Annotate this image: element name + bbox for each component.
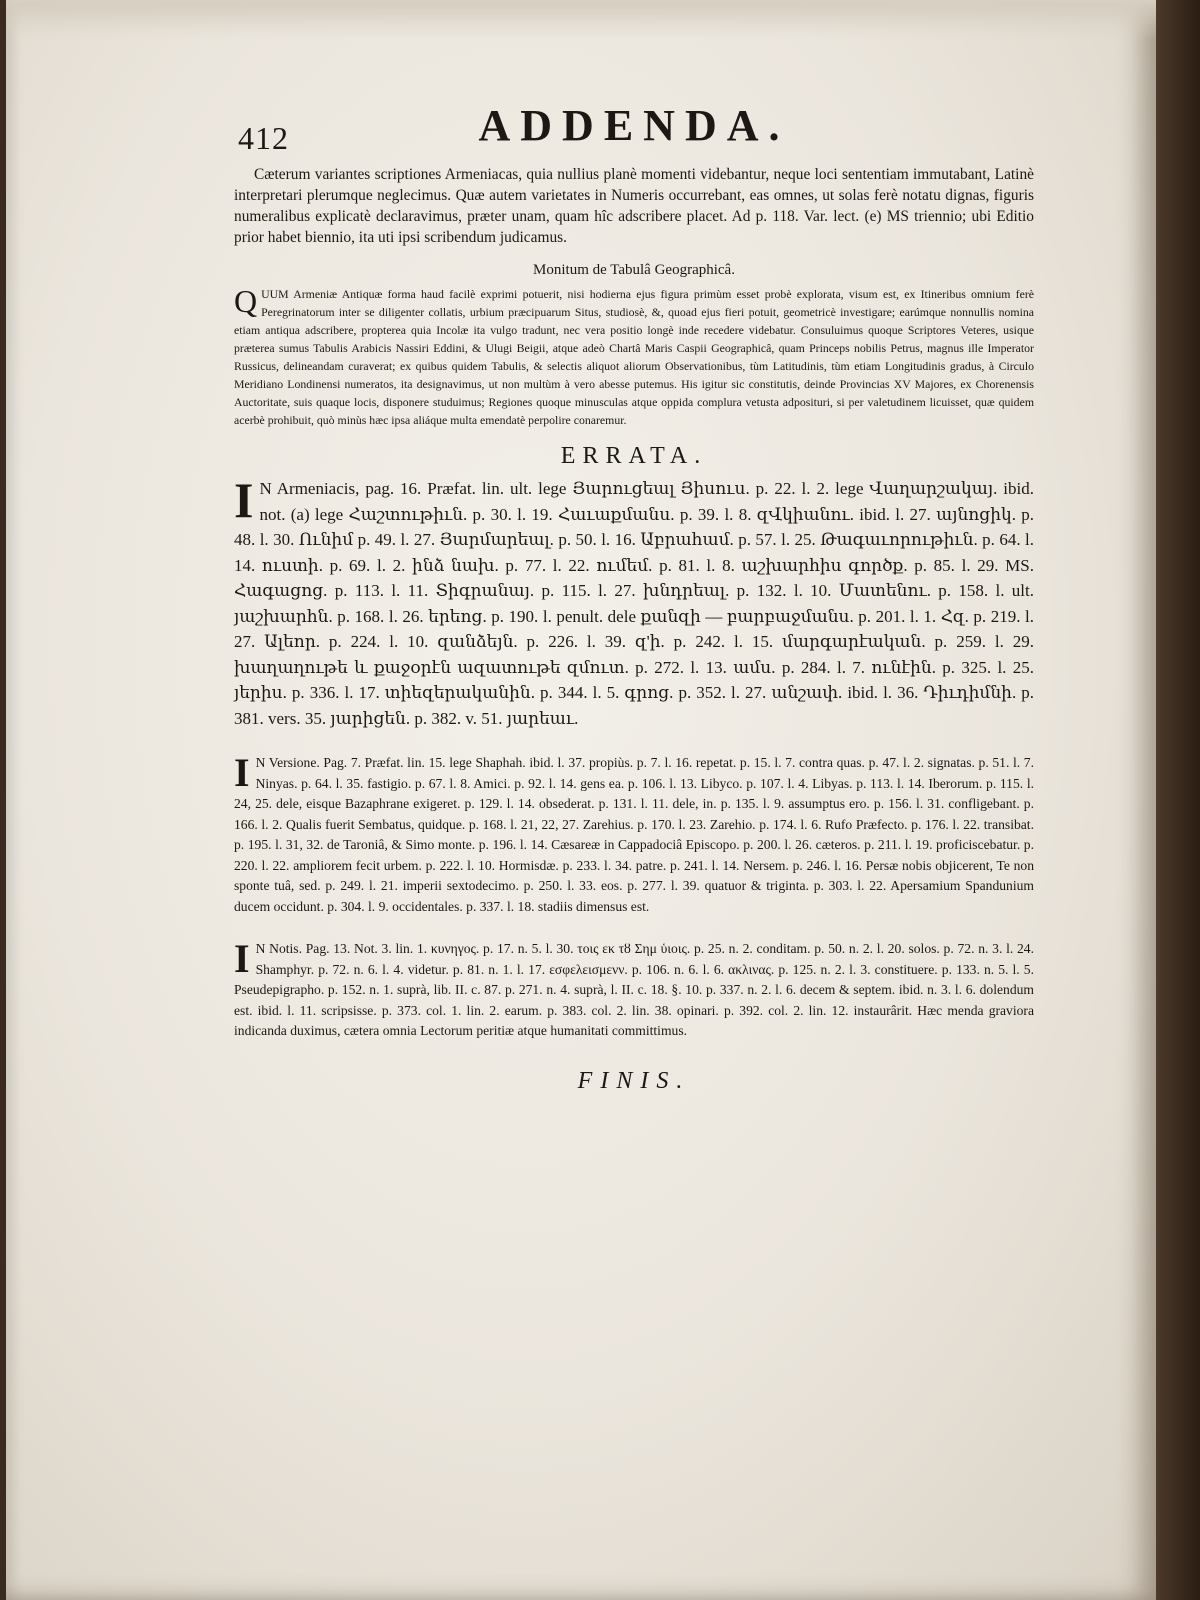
errata-versione [234,750,1034,917]
intro-paragraph: Cæterum variantes scriptiones Armeniacas, quia nullius planè momenti videbantur, neque loci sententiam immutabant, Latinè interpretari plerumque neglecimus. Quæ autem varietates in Numeris occurrebant, eas omnes, ut solas ferè notatu dignas, figuris numeralibus explicatè declaravimus, præter unam, quam hîc adscribere placet. Ad p. 118. Var. lect. (e) MS triennio; ubi Editio prior habet biennio, ita uti ipsi scribendum judicamus. [234,166,1034,246]
errata-armeniacis-initial: I [234,472,254,528]
monitum-text: UUM Armeniæ Antiquæ forma haud facilè exprimi potuerit, nisi hodierna ejus figura primùm esset probè explorata, visum est, ex Itineribus omnium ferè Peregrinatorum inter se diligenter collatis, urbium præcipuarum Situs, studiosè, &, quoad ejus fieri potuit, geometricè investigare; earúmque nonnullis nomina etiam antiqua adscribere, propterea quia Incolæ ita vulgo tradunt, nec vera positio longè inde recedere videbatur. Consuluimus quoque Scriptores Veteres, usique præterea sumus Tabulis Arabicis Nassiri Eddini, & Ulugi Beigii, atque adeò Chartâ Maris Caspii Geographicâ, quam Princeps nobilis Petrus, magnus ille Imperator Russicus, delineandam curaverat; ex quibus quidem Tabulis, & selectis aliquot aliorum Observationibus, tùm Latitudinis, tùm etiam Longitudinis gradus, à Circulo Meridiano Londinensi numeratos, ita designavimus, ut non multùm à vero abesse putemus. His igitur sic constitutis, deinde Provincias XV Majores, ex Chorenensis Auctoritate, suis quaque locis, disponere studuimus; Regiones quoque minusculas atque oppida complura vetusta adposituri, si per valetudinem licuisset, quæ quidem acerbè prohibuit, quò minùs hæc ipsa aliáque multa emendatè perpolire conaremur. [234,287,1034,427]
errata-notis-text: N Notis. Pag. 13. Not. 3. lin. 1. κυνηγος. p. 17. n. 5. l. 30. τοις εκ τȣ Σημ ὑιοις. p. 25. n. 2. conditam. p. 50. n. 2. l. 20. solos. p. 72. n. 3. l. 24. Shamphyr. p. 72. n. 6. l. 4. videtur. p. 81. n. 1. l. 17. εσφελεισμενν. p. 106. n. 6. l. 6. ακλινας. p. 125. n. 2. l. 3. constituere. p. 133. n. 5. l. 5. Pseudepigrapho. p. 152. n. 1. suprà, lib. II. c. 87. p. 271. n. 4. suprà, l. II. c. 18. §. 10. p. 337. n. 2. l. 6. decem & septem. ibid. n. 3. l. 6. dolendum est. ibid. l. 11. scripsisse. p. 373. col. 1. lin. 2. earum. p. 383. col. 2. lin. 38. opinari. p. 392. col. 2. lin. 12. instaurârit. Hæc menda graviora indicanda duximus, cætera omnia Lectorum peritiæ atque humanitati committimus. [234,941,1034,1038]
book-page [6,0,1156,1600]
errata-versione-initial: I [234,750,250,795]
errata-notis [234,936,1034,1042]
page-top-edge [6,0,1156,40]
page-number: 412 [238,120,289,156]
page-content [234,100,1034,1095]
monitum-title: Monitum de Tabulâ Geographicâ. [533,262,735,278]
page-header [234,100,1034,160]
errata-armeniacis-text: N Armeniacis, pag. 16. Præfat. lin. ult. lege Յարուցեալ Յիսուս. p. 22. l. 2. lege Վաղարշակայ. ibid. not. (a) lege Հաշտութիւն. p. 30. l. 19. Հաւաքմանս. p. 39. l. 8. զՎկիանու. ibid. l. 27. այնոցիկ. p. 48. l. 30. Ունիմ p. 49. l. 27. Յարմարեալ. p. 50. l. 16. Աբրահամ. p. 57. l. 25. Թագաւորութիւն. p. 64. l. 14. ուստի. p. 69. l. 2. ինձ նախ. p. 77. l. 22. ումեմ. p. 81. l. 8. աշխարհիս գործք. p. 85. l. 29. MS. Հագացոց. p. 113. l. 11. Տիգրանայ. p. 115. l. 27. խնդրեալ. p. 132. l. 10. Մատենու. p. 158. l. ult. յաշխարհն. p. 168. l. 26. երեոց. p. 190. l. penult. dele քանզի — բարբաջմանս. p. 201. l. 1. Հզ. p. 219. l. 27. Ալեոր. p. 224. l. 10. զանձեյն. p. 226. l. 39. զ'ի. p. 242. l. 15. մարգարէական. p. 259. l. 29. խաղաղութե և քաջօրէն ազատութե զմուտ. p. 272. l. 13. ամս. p. 284. l. 7. ունէին. p. 325. l. 25. յերիս. p. 336. l. 17. տիեզերականին. p. 344. l. 5. գրոց. p. 352. l. 27. անշափ. ibid. l. 36. Դիւդիմնի. p. 381. vers. 35. յարիցեն. p. 382. v. 51. յարեաւ. [234,479,1035,728]
errata-armeniacis [234,472,1035,731]
errata-versione-text: N Versione. Pag. 7. Præfat. lin. 15. lege Shaphah. ibid. l. 37. propiùs. p. 7. l. 16. repetat. p. 15. l. 7. contra quas. p. 47. l. 2. signatas. p. 51. l. 7. Ninyas. p. 64. l. 35. fastigio. p. 67. l. 8. Amici. p. 92. l. 14. gens ea. p. 106. l. 13. Libyco. p. 107. l. 4. Libyas. p. 113. l. 14. Iberorum. p. 115. l. 24, 25. dele, eisque Bazaphrane exigeret. p. 129. l. 14. obsederat. p. 131. l. 11. dele, in. p. 135. l. 9. assumptus ero. p. 156. l. 31. confligebant. p. 166. l. 2. Qualis fuerit Sembatus, quidque. p. 168. l. 21, 22, 27. Zarehius. p. 170. l. 23. Zarehio. p. 174. l. 6. Rufo Præfecto. p. 176. l. 22. transibat. p. 195. l. 31, 32. de Taroniâ, & Simo monte. p. 196. l. 14. Cæsareæ in Cappadociâ Episcopo. p. 200. l. 26. cæteros. p. 211. l. 19. proficiscebatur. p. 220. l. 22. ampliorem fecit urbem. p. 222. l. 10. Hormisdæ. p. 233. l. 34. patre. p. 241. l. 14. Nersem. p. 246. l. 16. Persæ nobis objicerent, Te non sponte tuâ, sed. p. 249. l. 21. imperii sextodecimo. p. 250. l. 33. eos. p. 277. l. 39. quatuor & triginta. p. 303. l. 22. Apersamium Spandunium ducem occidunt. p. 304. l. 9. occidentales. p. 337. l. 18. stadiis dimensus est. [234,755,1034,914]
monitum-initial: Q [234,283,258,319]
monitum-paragraph [234,285,1034,429]
errata-heading: ERRATA. [560,443,708,469]
finis-heading: FINIS. [577,1067,691,1094]
errata-notis-initial: I [234,936,250,981]
page-heading: ADDENDA. [478,101,790,150]
